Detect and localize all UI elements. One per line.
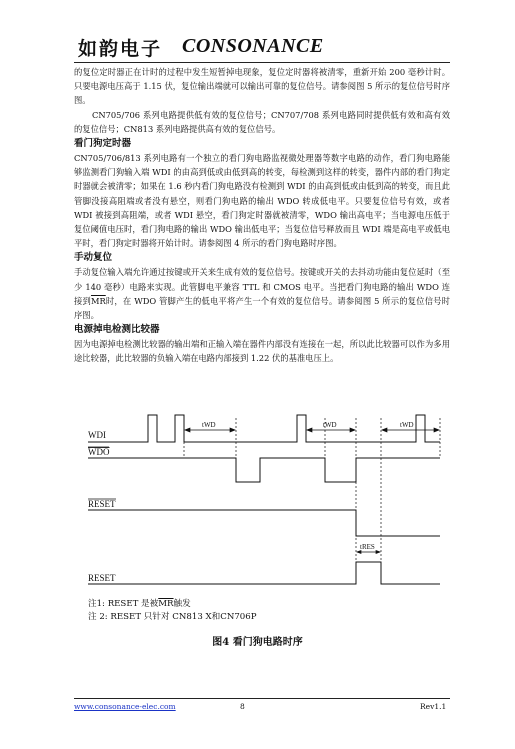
arrowhead	[382, 428, 387, 432]
paragraph-reset-timer: 的复位定时器正在计时的过程中发生短暂掉电现象，复位定时器将被清零，重新开始 200 毫秒计时。只要电源电压高于 1.15 伏，复位输出端就可以输出可靠的复位信号。请参阅图 5 所示的复位信号时序图。	[74, 67, 450, 106]
mr-label: $\overline{MR}$	[90, 295, 106, 306]
brand-english: CONSONANCE	[182, 35, 324, 57]
manual-reset-text-a: 手动复位输入端允许通过按键或开关来生成有效的复位信号。按键或开关的去抖动功能由复位延时（至少 140 毫秒）电路来实现。此管脚电平兼容 TTL 和 CMOS 电平。当把看门狗电路的输出 WDO 连接到	[74, 267, 450, 306]
note-1-mr: $\overline{MR}$	[158, 599, 174, 609]
paragraph-reset-types: CN705/706 系列电路提供低有效的复位信号；CN707/708 系列电路同时提供低有效和高有效的复位信号；CN813 系列电路提供高有效的复位信号。	[74, 109, 450, 134]
arrowhead	[307, 428, 312, 432]
paragraph-power-fail: 因为电源掉电检测比较器的输出端和正输入端在器件内部没有连接在一起，所以此比较器可以作为多用途比较器，此比较器的负输入端在电路内部接到 1.22 伏的基准电压上。	[74, 339, 450, 364]
twd-label-2: tWD	[323, 421, 337, 429]
twd-label-3: tWD	[400, 421, 414, 429]
wdo-waveform	[88, 458, 440, 482]
arrowhead	[350, 428, 355, 432]
footer-page-number: 8	[240, 702, 245, 711]
paragraph-watchdog: CN705/706/813 系列电路有一个独立的看门狗电路监视微处理器等数字电路的动作，看门狗电路能够监测看门狗输入端 WDI 的由高到低或由低到高的转变，每检测到这样的转变，器件内部的看门狗定时器就会被清零；如果在 1.6 秒内看门狗电路没有检测到 WDI 的由高到低或由低到高的转变，而且此管脚没接高阻端或者没有悬空，则看门狗电路的输出 WDO 转成低电平。只要复位信号有效，或者 WDI 被接到高阻端，或者 WDI 悬空，看门狗定时器就被清零，WDO 输出高电平；当电源电压低于复位阈值电压时，看门狗电路的输出 WDO 输出低电平；当复位信号释放而且 WDI 端是高电平或低电平时，看门狗定时器将开始计时。请参阅图 4 所示的看门狗电路时序图。	[74, 153, 450, 249]
figure-caption: 图4 看门狗电路时序	[212, 637, 303, 648]
arrowhead	[434, 428, 439, 432]
brand-chinese: 如韵电子	[78, 38, 163, 60]
note-1-suffix: 触发	[173, 599, 191, 609]
reset-waveform	[88, 562, 440, 584]
note-2: 注 2: RESET 只针对 CN813 X和CN706P	[88, 612, 257, 622]
footer-url-link[interactable]: www.consonance-elec.com	[74, 702, 176, 711]
heading-watchdog: 看门狗定时器	[74, 138, 132, 150]
reset-bar-waveform	[88, 510, 440, 536]
arrowhead	[376, 551, 380, 554]
reset-bar-label: RESET	[88, 499, 116, 509]
diagram-notes	[88, 598, 257, 624]
manual-reset-text-b: 时，在 WDO 管脚产生的低电平将产生一个有效的复位信号。请参阅图 5 所示的复位信号时序图。	[74, 295, 450, 321]
heading-manual-reset: 手动复位	[74, 252, 113, 264]
tres-label: tRES	[360, 543, 375, 551]
footer-revision: Rev1.1	[420, 702, 447, 711]
wdo-label: WDO	[88, 447, 110, 457]
twd-label-1: tWD	[202, 421, 216, 429]
note-1	[88, 598, 257, 611]
heading-power-fail: 电源掉电检测比较器	[74, 324, 160, 336]
footer-rule	[74, 698, 450, 699]
wdi-label: WDI	[88, 430, 106, 440]
arrowhead	[230, 428, 235, 432]
reset-label: RESET	[88, 573, 116, 583]
note-1-prefix: 注1: RESET 是被	[88, 599, 159, 609]
arrowhead	[185, 428, 190, 432]
